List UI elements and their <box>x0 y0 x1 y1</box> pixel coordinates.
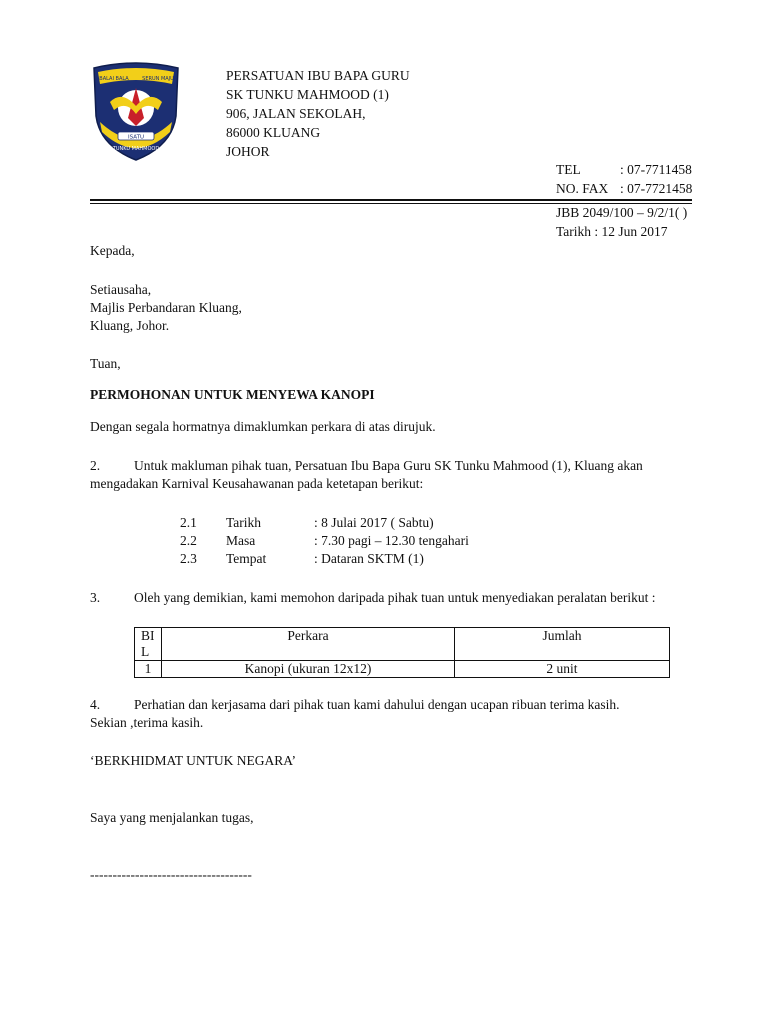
detail-number: 2.3 <box>180 551 197 566</box>
recipient-line: Kluang, Johor. <box>90 318 170 333</box>
logo-text-right: SERUN MAJU <box>142 76 174 82</box>
detail-label: Tarikh <box>226 515 262 530</box>
sender-address <box>226 66 410 161</box>
letter-date: Tarikh : 12 Jun 2017 <box>556 224 668 239</box>
detail-value: : Dataran SKTM (1) <box>314 551 424 566</box>
para4-line2: Sekian ,terima kasih. <box>90 715 204 730</box>
address-line: PERSATUAN IBU BAPA GURU <box>226 68 410 83</box>
table-cell: Kanopi (ukuran 12x12) <box>162 661 455 678</box>
salutation: Tuan, <box>90 356 121 371</box>
tel-value: : 07-7711458 <box>620 162 692 177</box>
recipient-line: Majlis Perbandaran Kluang, <box>90 300 242 315</box>
fax-row <box>556 179 692 198</box>
motto: ‘BERKHIDMAT UNTUK NEGARA’ <box>90 753 296 768</box>
para3-text: Oleh yang demikian, kami memohon daripada pihak tuan untuk menyediakan peralatan berikut : <box>134 590 656 605</box>
equipment-table <box>134 627 670 678</box>
table-row <box>135 661 670 678</box>
address-line: JOHOR <box>226 144 270 159</box>
para4-line1: Perhatian dan kerjasama dari pihak tuan kami dahului dengan ucapan ribuan terima kasih. <box>134 697 620 712</box>
table-cell: 1 <box>135 661 162 678</box>
signature-line: ------------------------------------ <box>90 867 252 882</box>
address-line: SK TUNKU MAHMOOD (1) <box>226 87 389 102</box>
table-cell: 2 unit <box>455 661 670 678</box>
school-logo <box>88 60 184 164</box>
reference-block <box>556 203 687 241</box>
logo-text-left: BALAI BALA <box>99 76 129 82</box>
detail-value: : 7.30 pagi – 12.30 tengahari <box>314 533 469 548</box>
closing-line: Saya yang menjalankan tugas, <box>90 810 254 825</box>
para3-number: 3. <box>90 590 101 605</box>
table-header-cell: BI L <box>135 628 162 661</box>
para4-number: 4. <box>90 697 101 712</box>
detail-value: : 8 Julai 2017 ( Sabtu) <box>314 515 434 530</box>
reference-number: JBB 2049/100 – 9/2/1( ) <box>556 205 688 220</box>
detail-label: Masa <box>226 533 256 548</box>
table-header-cell: Perkara <box>162 628 455 661</box>
tel-row <box>556 160 692 179</box>
fax-value: : 07-7721458 <box>620 181 693 196</box>
fax-label: NO. FAX <box>556 181 609 196</box>
recipient-line: Setiausaha, <box>90 282 152 297</box>
para2-line1: Untuk makluman pihak tuan, Persatuan Ibu Bapa Guru SK Tunku Mahmood (1), Kluang akan <box>134 458 643 473</box>
detail-label: Tempat <box>226 551 267 566</box>
header-divider-thick <box>90 199 692 201</box>
table-header-row <box>135 628 670 661</box>
para2-number: 2. <box>90 458 101 473</box>
address-line: 86000 KLUANG <box>226 125 321 140</box>
school-crest-icon <box>88 60 184 164</box>
address-line: 906, JALAN SEKOLAH, <box>226 106 366 121</box>
detail-number: 2.2 <box>180 533 197 548</box>
contact-info <box>556 160 692 198</box>
logo-text-bottom: TUNKU MAHMOOD <box>112 146 160 152</box>
kepada-label: Kepada, <box>90 243 135 258</box>
table-header-cell: Jumlah <box>455 628 670 661</box>
logo-ribbon-text: ISATU <box>128 134 144 141</box>
detail-number: 2.1 <box>180 515 197 530</box>
tel-label: TEL <box>556 162 581 177</box>
intro-paragraph: Dengan segala hormatnya dimaklumkan perkara di atas dirujuk. <box>90 419 436 434</box>
letter-subject: PERMOHONAN UNTUK MENYEWA KANOPI <box>90 387 375 402</box>
para2-line2: mengadakan Karnival Keusahawanan pada ketetapan berikut: <box>90 476 424 491</box>
